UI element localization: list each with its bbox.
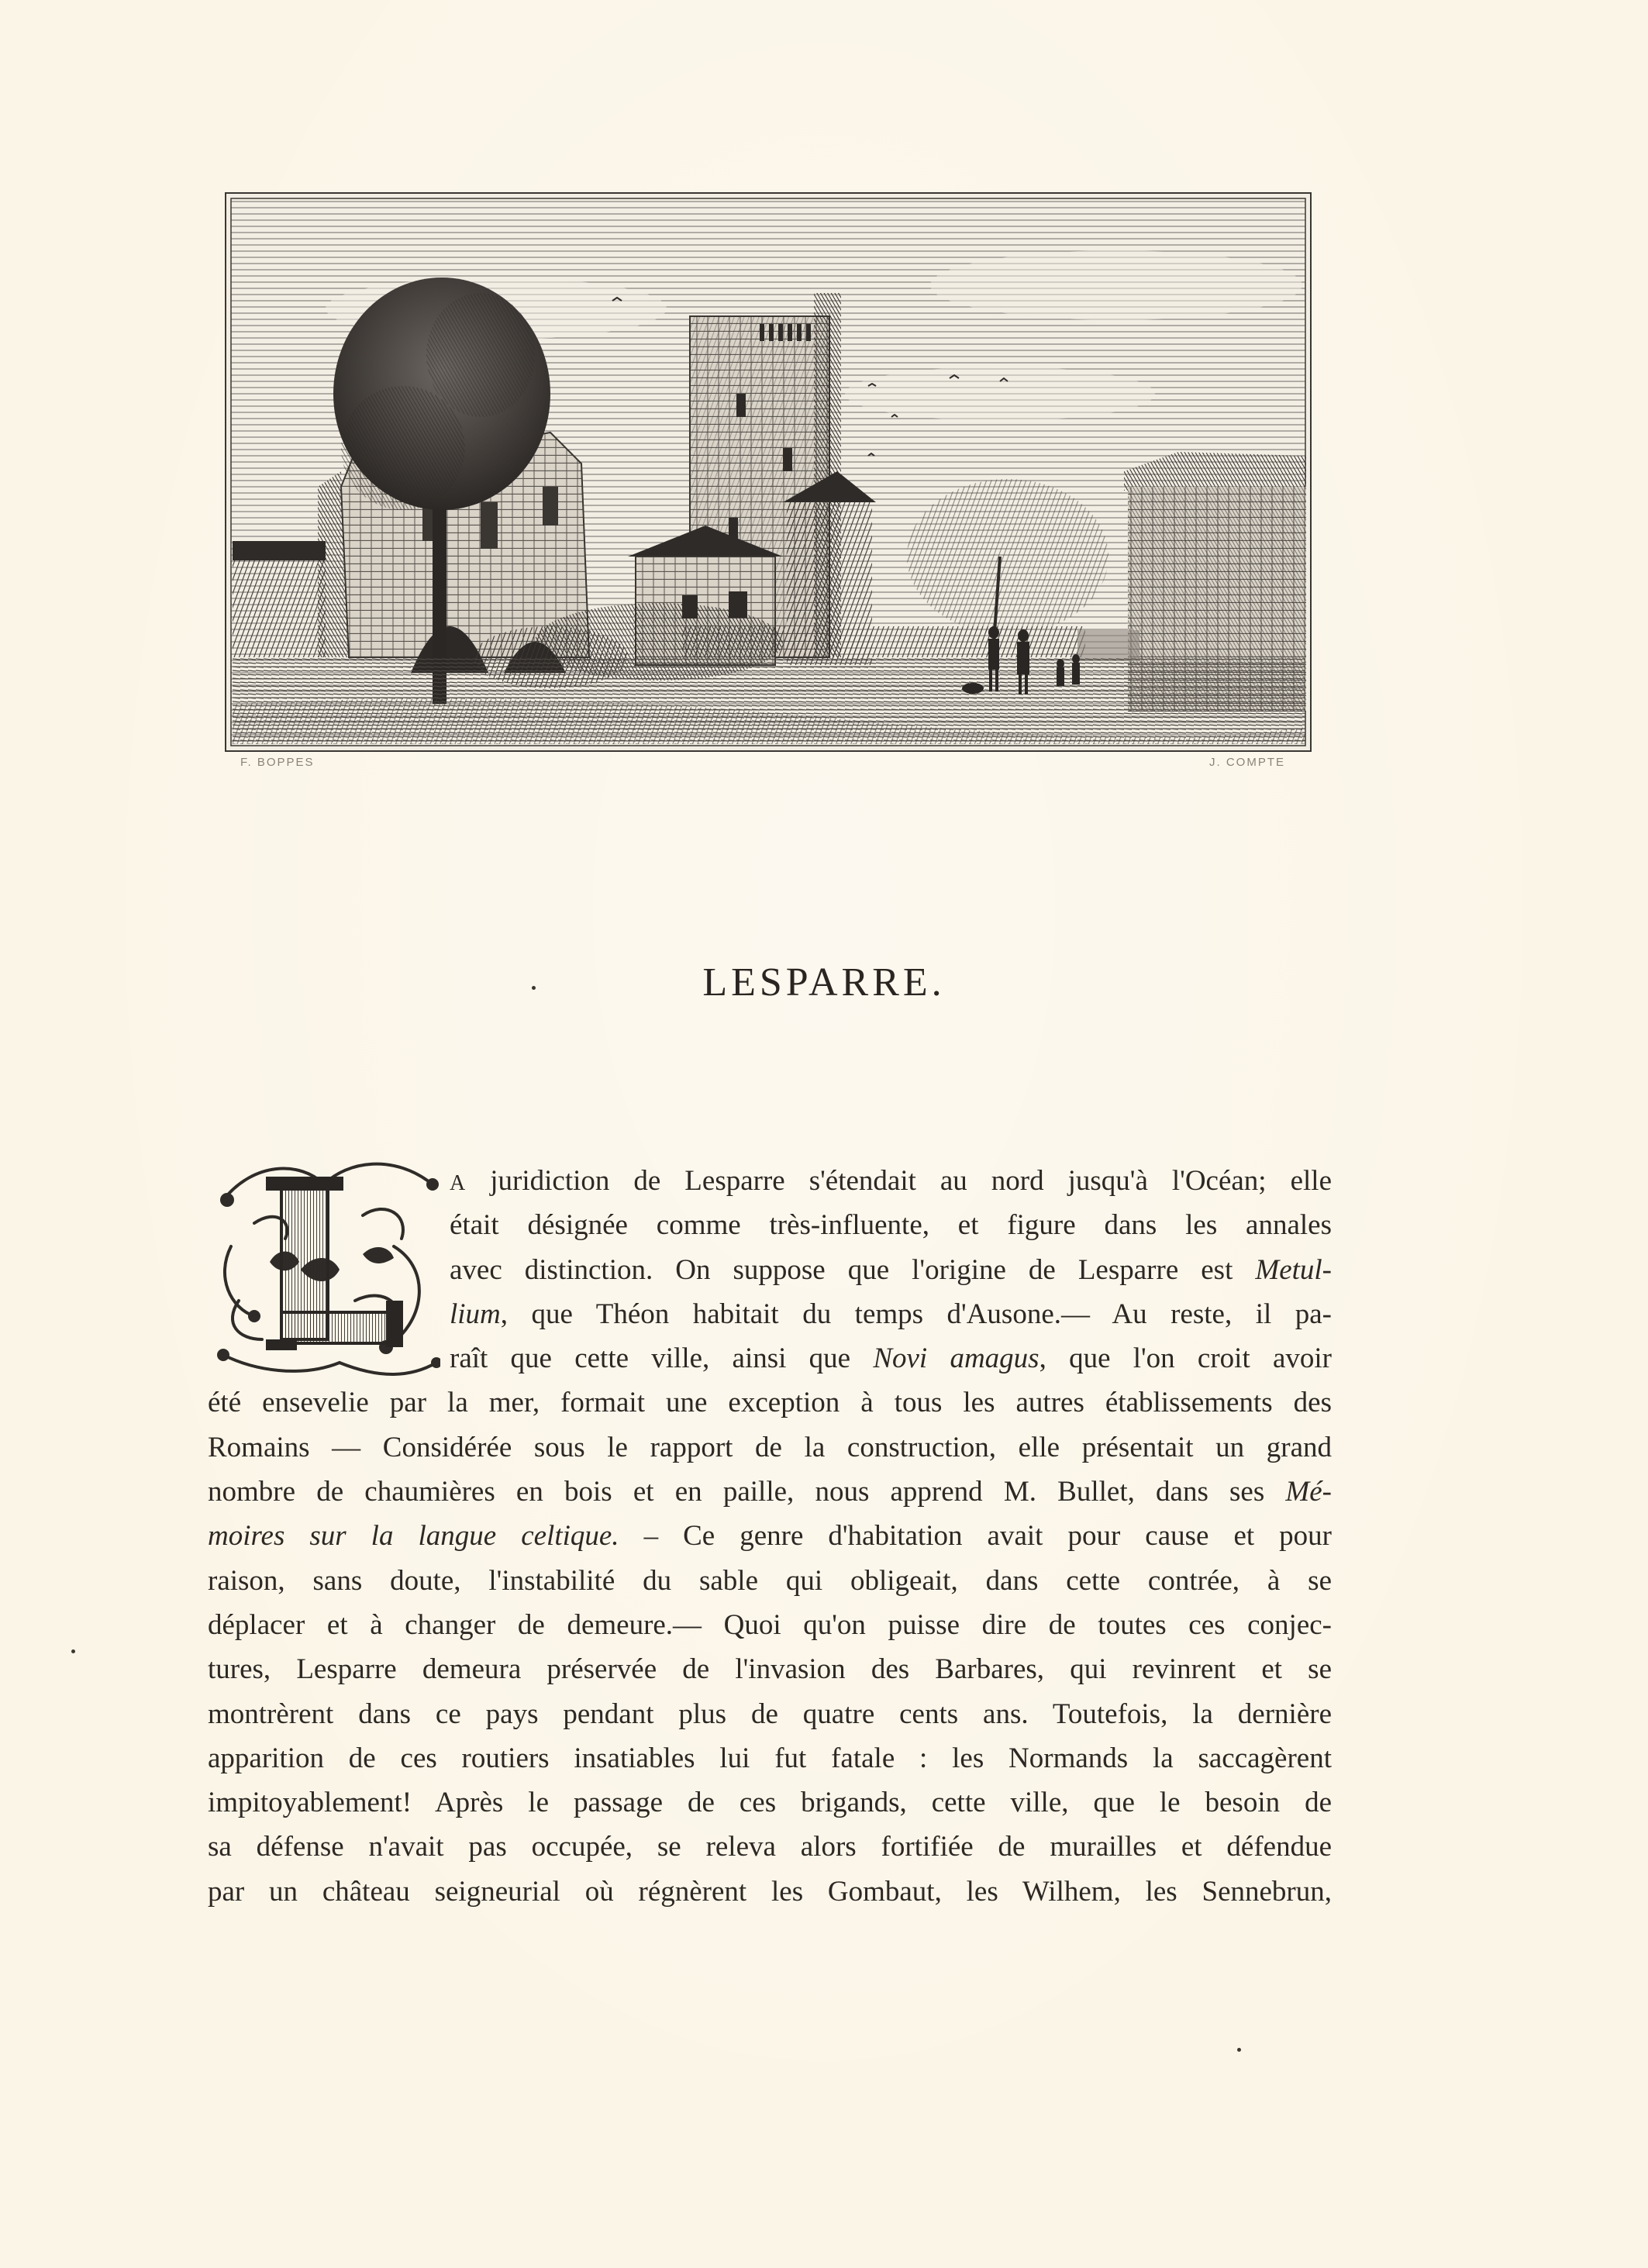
text-span: raison, sans doute, l'instabilité du sable qui obligeait, dans cette contrée, à se xyxy=(208,1564,1332,1597)
text-line xyxy=(208,1470,1332,1514)
text-line xyxy=(450,1336,1332,1380)
text-span: était désignée comme très-influente, et figure dans les annales xyxy=(450,1209,1332,1242)
text-span: par un château seigneurial où régnèrent les Gombaut, les Wilhem, les Sennebrun, xyxy=(208,1875,1332,1908)
text-span: juridiction de Lesparre s'étendait au nord jusqu'à l'Océan; elle xyxy=(466,1165,1332,1197)
text-span: Novi amagus xyxy=(873,1343,1039,1375)
text-span: – Ce genre d'habitation avait pour cause et pour xyxy=(619,1520,1332,1553)
text-span: , que l'on croit avoir xyxy=(1039,1343,1332,1375)
text-line xyxy=(208,1780,1332,1825)
text-span: impitoyablement! Après le passage de ces brigands, cette ville, que le besoin de xyxy=(208,1787,1332,1819)
text-line xyxy=(208,1692,1332,1736)
text-line xyxy=(450,1159,1332,1203)
text-line xyxy=(208,1380,1332,1425)
text-line xyxy=(208,1736,1332,1780)
text-span: raît que cette ville, ainsi que xyxy=(450,1343,874,1375)
text-line xyxy=(208,1603,1332,1647)
text-line xyxy=(208,1647,1332,1691)
text-span: A xyxy=(450,1171,467,1195)
text-span: moires sur la langue celtique. xyxy=(208,1520,619,1553)
text-span: nombre de chaumières en bois et en paille, nous apprend M. Bullet, dans ses xyxy=(208,1476,1286,1508)
text-line xyxy=(450,1292,1332,1336)
text-line xyxy=(208,1870,1332,1914)
text-span: lium xyxy=(450,1298,501,1330)
text-span: sa défense n'avait pas occupée, se releva alors fortifiée de murailles et défendue xyxy=(208,1831,1332,1863)
text-line xyxy=(208,1425,1332,1470)
text-line xyxy=(208,1825,1332,1869)
text-span: déplacer et à changer de demeure.— Quoi qu'on puisse dire de toutes ces conjec- xyxy=(208,1608,1332,1641)
engraver-credit-left: F. BOPPES xyxy=(240,756,315,769)
text-span: Romains — Considérée sous le rapport de la construction, elle présentait un grand xyxy=(208,1431,1332,1463)
chapter-title: LESPARRE. xyxy=(702,960,946,1005)
text-span: Metul- xyxy=(1255,1253,1332,1286)
text-line xyxy=(208,1559,1332,1603)
ink-speck xyxy=(71,1649,75,1653)
text-span: avec distinction. On suppose que l'origine de Lesparre est xyxy=(450,1253,1256,1286)
text-span: apparition de ces routiers insatiables lui fut fatale : les Normands la saccagèrent xyxy=(208,1742,1332,1774)
text-span: Mé- xyxy=(1285,1476,1332,1508)
text-line xyxy=(450,1203,1332,1247)
text-span: été ensevelie par la mer, formait une exception à tous les autres établissements des xyxy=(208,1387,1332,1419)
text-line xyxy=(208,1514,1332,1558)
body-text xyxy=(208,1159,1332,1914)
text-span: montrèrent dans ce pays pendant plus de quatre cents ans. Toutefois, la dernière xyxy=(208,1698,1332,1730)
text-span: tures, Lesparre demeura préservée de l'invasion des Barbares, qui revinrent et se xyxy=(208,1653,1332,1686)
text-span: , que Théon habitait du temps d'Ausone.— Au reste, il pa- xyxy=(500,1298,1332,1330)
engraver-credit-right: J. COMPTE xyxy=(1209,756,1286,769)
ruined-castle-engraving xyxy=(225,192,1312,752)
ink-speck xyxy=(1237,2048,1241,2052)
text-line xyxy=(450,1248,1332,1292)
